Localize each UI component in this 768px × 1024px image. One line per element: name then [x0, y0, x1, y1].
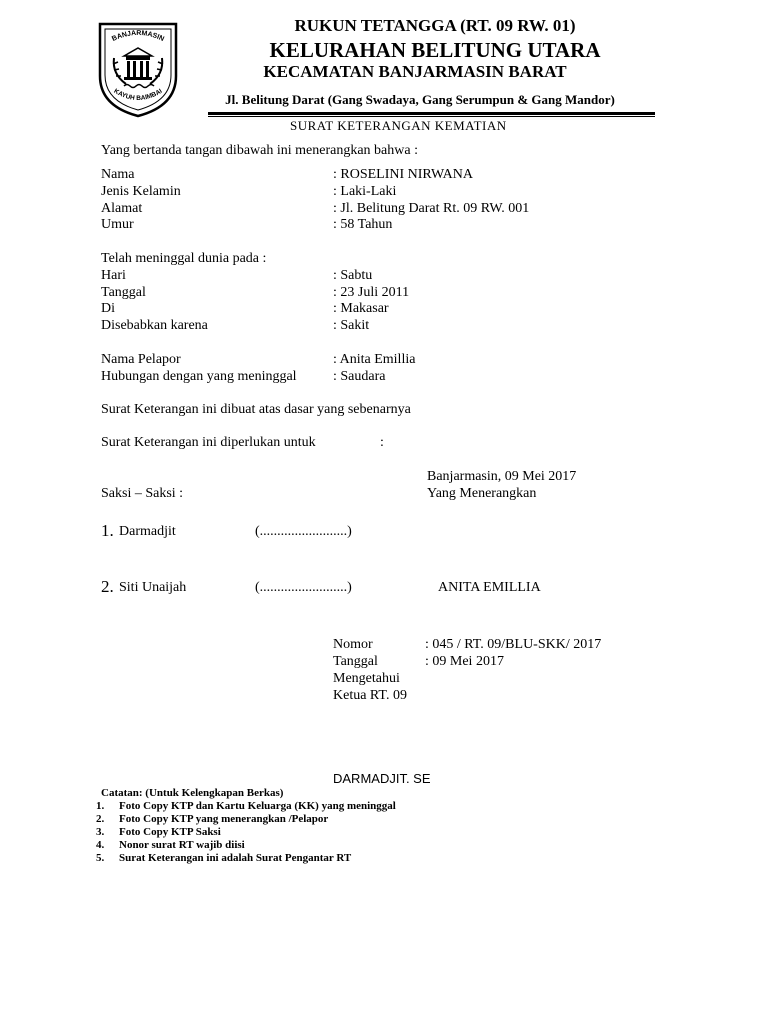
meta-label: Nomor: [333, 637, 373, 652]
address-line: Jl. Belitung Darat (Gang Swadaya, Gang Serumpun & Gang Mandor): [225, 92, 615, 107]
field-label: Hari: [101, 268, 126, 283]
statement-purpose: Surat Keterangan ini diperlukan untuk: [101, 435, 316, 450]
note-item: Foto Copy KTP dan Kartu Keluarga (KK) yang meninggal: [119, 800, 396, 812]
field-value: : 58 Tahun: [333, 217, 393, 232]
header-rule-thick: [208, 112, 655, 115]
svg-text:KAYUH BAIMBAI: KAYUH BAIMBAI: [112, 87, 164, 103]
death-intro-text: Telah meninggal dunia pada :: [101, 251, 267, 266]
field-value: : Saudara: [333, 369, 386, 384]
banjarmasin-city-emblem: [96, 18, 180, 118]
field-label: Alamat: [101, 201, 143, 216]
note-item: Foto Copy KTP yang menerangkan /Pelapor: [119, 813, 329, 825]
field-label: Nama: [101, 167, 135, 182]
field-value: : Makasar: [333, 301, 389, 316]
witness-label: Saksi – Saksi :: [101, 486, 184, 501]
witness-name: Darmadjit: [119, 524, 176, 539]
witness-number: 1.: [101, 521, 114, 540]
letter-date: : 09 Mei 2017: [425, 654, 504, 669]
document-title: SURAT KETERANGAN KEMATIAN: [290, 118, 507, 133]
declarer-label: Yang Menerangkan: [427, 486, 537, 501]
field-label: Tanggal: [101, 285, 146, 300]
svg-text:BANJARMASIN: BANJARMASIN: [110, 29, 166, 43]
note-item: Foto Copy KTP Saksi: [119, 826, 221, 838]
field-value: : ROSELINI NIRWANA: [333, 167, 473, 182]
note-item: Surat Keterangan ini adalah Surat Pengantar RT: [119, 852, 352, 864]
intro-text: Yang bertanda tangan dibawah ini menerangkan bahwa :: [101, 143, 418, 158]
mengetahui-label: Mengetahui: [333, 671, 400, 686]
field-value: : Jl. Belitung Darat Rt. 09 RW. 001: [333, 201, 530, 216]
field-value: : Laki-Laki: [333, 184, 397, 199]
field-value: : Sakit: [333, 318, 370, 333]
witness-signature-line: (.........................): [255, 580, 352, 595]
kelurahan-heading: KELURAHAN BELITUNG UTARA: [269, 38, 601, 62]
note-item: Nonor surat RT wajib diisi: [119, 839, 245, 851]
field-label: Disebabkan karena: [101, 318, 208, 333]
letter-number: : 045 / RT. 09/BLU-SKK/ 2017: [425, 637, 602, 652]
field-value: : 23 Juli 2011: [333, 285, 410, 300]
ketua-name: DARMADJIT. SE: [333, 771, 431, 786]
field-label: Di: [101, 301, 115, 316]
note-number: 1.: [96, 800, 105, 812]
kecamatan-heading: KECAMATAN BANJARMASIN BARAT: [263, 62, 567, 81]
note-number: 5.: [96, 852, 105, 864]
declarer-name: ANITA EMILLIA: [438, 580, 541, 595]
note-number: 4.: [96, 839, 105, 851]
meta-label: Tanggal: [333, 654, 378, 669]
header-rule-thin: [208, 116, 655, 117]
place-date: Banjarmasin, 09 Mei 2017: [427, 469, 577, 484]
field-label: Nama Pelapor: [101, 352, 181, 367]
note-number: 3.: [96, 826, 105, 838]
field-value: : Anita Emillia: [333, 352, 416, 367]
witness-signature-line: (.........................): [255, 524, 352, 539]
purpose-colon: :: [380, 435, 384, 450]
notes-title: Catatan: (Untuk Kelengkapan Berkas): [101, 787, 284, 799]
note-number: 2.: [96, 813, 105, 825]
rt-heading: RUKUN TETANGGA (RT. 09 RW. 01): [294, 16, 576, 35]
statement-truth: Surat Keterangan ini dibuat atas dasar yang sebenarnya: [101, 402, 411, 417]
witness-name: Siti Unaijah: [119, 580, 187, 595]
field-value: : Sabtu: [333, 268, 373, 283]
ketua-label: Ketua RT. 09: [333, 688, 407, 703]
field-label: Umur: [101, 217, 134, 232]
field-label: Jenis Kelamin: [101, 184, 181, 199]
field-label: Hubungan dengan yang meninggal: [101, 369, 297, 384]
witness-number: 2.: [101, 577, 114, 596]
